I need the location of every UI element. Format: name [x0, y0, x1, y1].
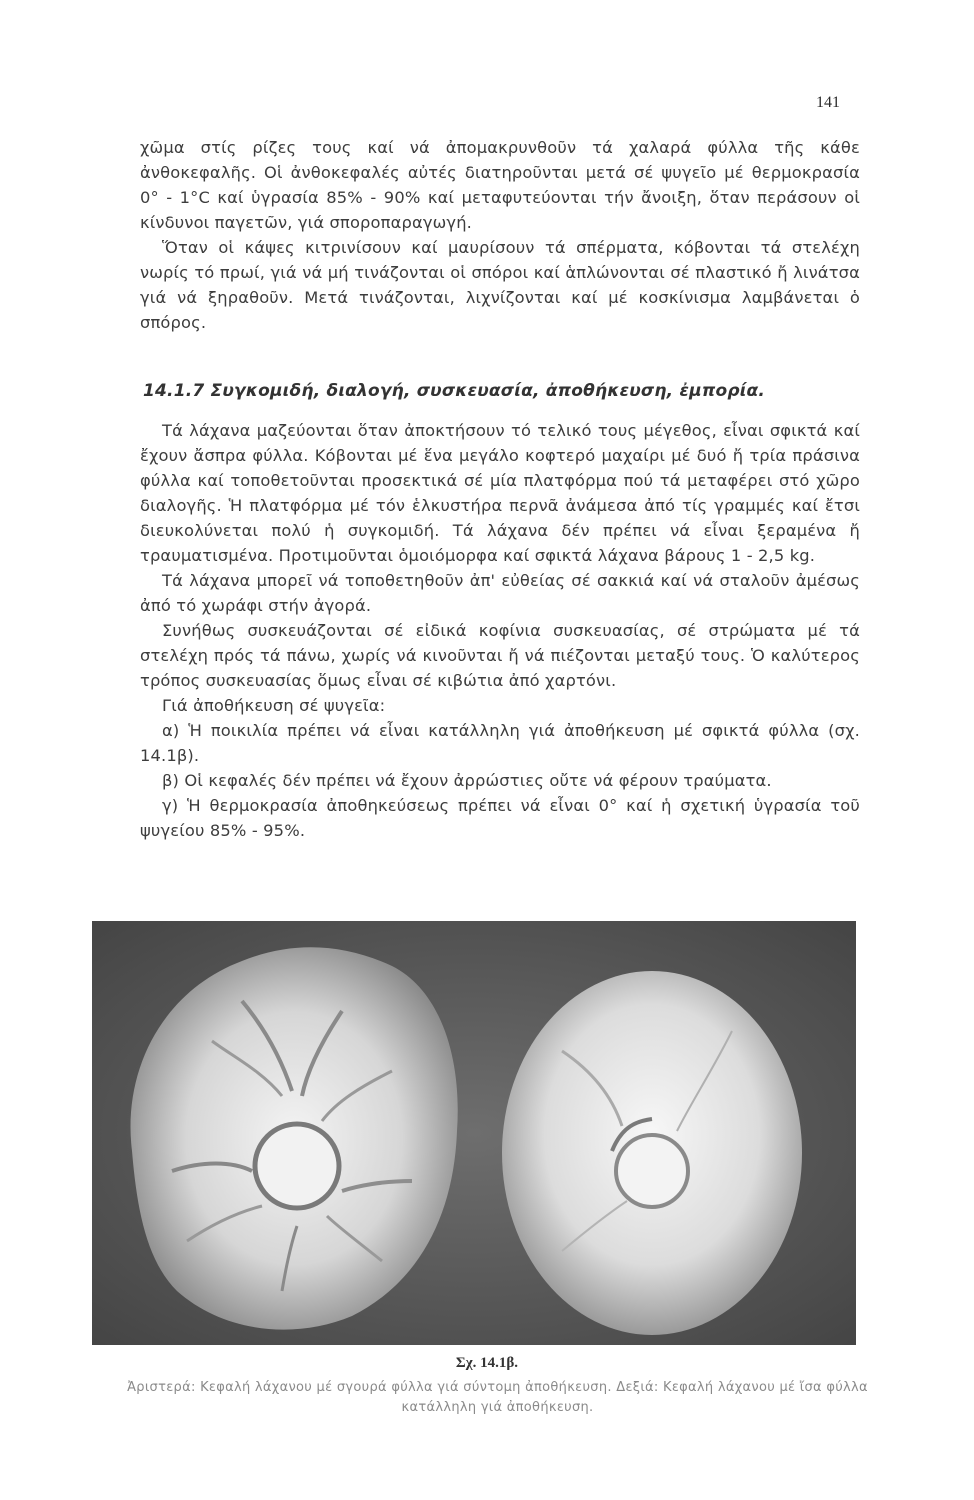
list-item: β) Οἱ κεφαλές δέν πρέπει νά ἔχουν ἀρρώστιες οὔτε νά φέρουν τραύματα. — [162, 771, 772, 790]
cabbage-photo-image — [92, 921, 856, 1345]
figure-cabbage-photo — [92, 921, 856, 1345]
right-cabbage — [502, 971, 802, 1335]
section-heading: 14.1.7 Συγκομιδή, διαλογή, συσκευασία, ἀποθήκευση, ἐμπορία. — [143, 381, 766, 401]
page-number: 141 — [816, 94, 840, 111]
figure-caption: Ἀριστερά: Κεφαλή λάχανου μέ σγουρά φύλλα γιά σύντομη ἀποθήκευση. Δεξιά: Κεφαλή λάχανου μέ ἴσα φύλλα κατάλληλη γιά ἀποθήκευση. — [127, 1380, 868, 1415]
paragraph: Τά λάχανα μαζεύονται ὅταν ἀποκτήσουν τό τελικό τους μέγεθος, εἶναι σφικτά καί ἔχουν ἄσπρα φύλλα. Κόβονται μέ ἕνα μεγάλο κοφτερό μαχαίρι μέ δυό ἤ τρία πράσινα φύλλα καί τοποθετοῦνται προσεκτικά σέ μία πλατφόρμα πού τά μεταφέρει στό χῶρο διαλογῆς. Ἡ πλατφόρμα μέ τόν ἑλκυστήρα περνᾶ ἀνάμεσα ἀπό τίς γραμμές καί ἔτσι διευκολύνεται πολύ ἡ συγκομιδή. Τά λάχανα δέν πρέπει νά εἶναι ξεραμένα ἤ τραυματισμένα. Προτιμοῦνται ὁμοιόμορφα καί σφικτά λάχανα βάρους 1 - 2,5 kg. — [140, 421, 860, 565]
list-item: γ) Ἡ θερμοκρασία ἀποθηκεύσεως πρέπει νά εἶναι 0° καί ἡ σχετική ὑγρασία τοῦ ψυγείου 85% - 95%. — [140, 796, 860, 840]
paragraph: Τά λάχανα μπορεῖ νά τοποθετηθοῦν ἀπ' εὐθείας σέ σακκιά καί νά σταλοῦν ἀμέσως ἀπό τό χωράφι στήν ἀγορά. — [140, 571, 860, 615]
figure-label: Σχ. 14.1β. — [455, 1355, 519, 1371]
text-block-main — [140, 418, 860, 843]
paragraph: Γιά ἀποθήκευση σέ ψυγεῖα: — [162, 696, 386, 715]
paragraph: Ὅταν οἱ κάψες κιτρινίσουν καί μαυρίσουν τά σπέρματα, κόβονται τά στελέχη νωρίς τό πρωί, γιά νά μή τινάζονται οἱ σπόροι καί ἁπλώνονται σέ πλαστικό ἤ λινάτσα γιά νά ξηραθοῦν. Μετά τινάζονται, λιχνίζονται καί μέ κοσκίνισμα λαμβάνεται ὁ σπόρος. — [140, 238, 860, 332]
list-item: α) Ἡ ποικιλία πρέπει νά εἶναι κατάλληλη γιά ἀποθήκευση μέ σφικτά φύλλα (σχ. 14.1β). — [140, 721, 860, 765]
text-block-top — [140, 135, 860, 335]
paragraph: Συνήθως συσκευάζονται σέ εἰδικά κοφίνια συσκευασίας, σέ στρώματα μέ τά στελέχη πρός τά πάνω, χωρίς νά κινοῦνται ἤ νά πιέζονται μεταξύ τους. Ὁ καλύτερος τρόπος συσκευασίας ὅμως εἶναι σέ κιβώτια ἀπό χαρτόνι. — [140, 621, 860, 690]
paragraph: χῶμα στίς ρίζες τους καί νά ἀπομακρυνθοῦν τά χαλαρά φύλλα τῆς κάθε ἀνθοκεφαλῆς. Οἱ ἀνθοκεφαλές αὐτές διατηροῦνται μετά σέ ψυγεῖο μέ θερμοκρασία 0° - 1°C καί ὑγρασία 85% - 90% καί μεταφυτεύονται τήν ἄνοιξη, ὅταν περάσουν οἱ κίνδυνοι παγετῶν, γιά σποροπαραγωγή. — [140, 138, 860, 232]
